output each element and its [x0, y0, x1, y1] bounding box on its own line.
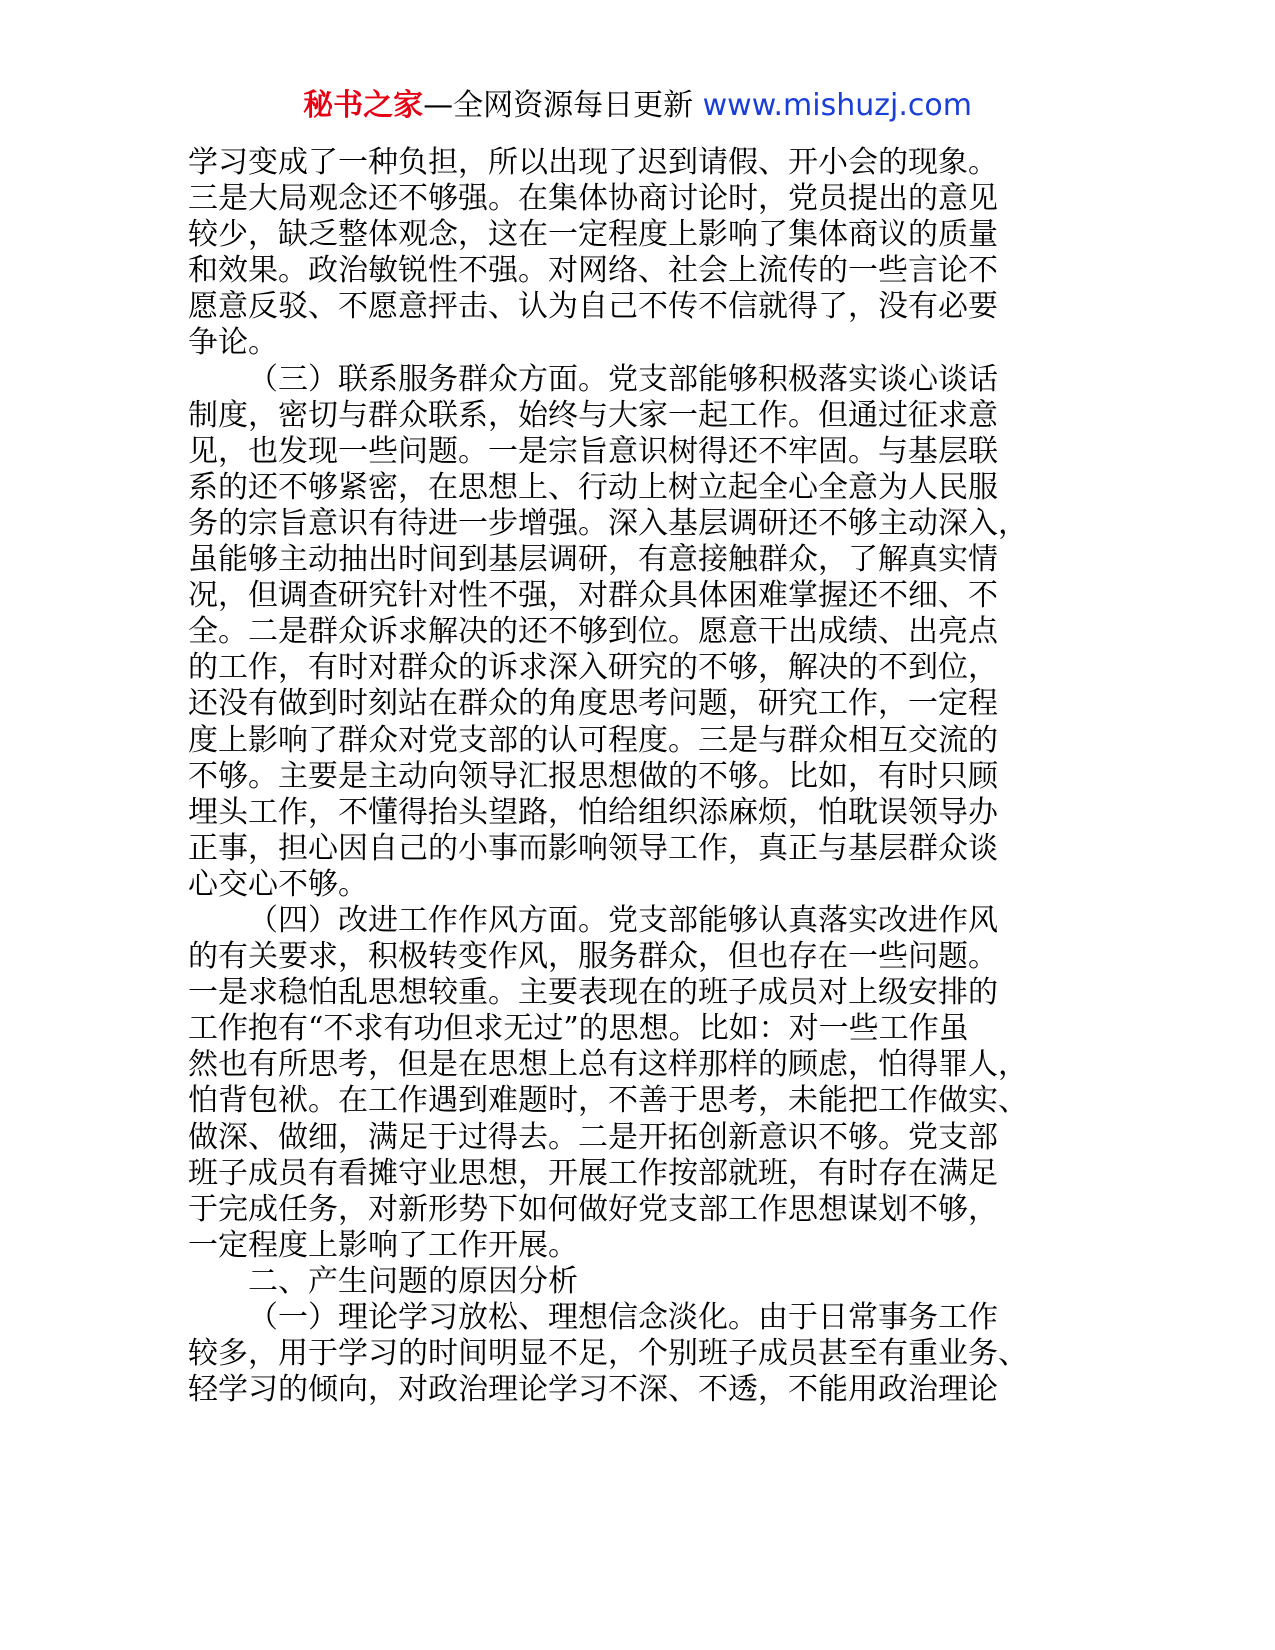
text-line: 的工作，有时对群众的诉求深入研究的不够，解决的不到位，	[188, 650, 998, 686]
text-line: 班子成员有看摊守业思想，开展工作按部就班，有时存在满足	[188, 1155, 998, 1191]
text-line: 的有关要求，积极转变作风，服务群众，但也存在一些问题。	[188, 939, 998, 975]
text-line: 三是大局观念还不够强。在集体协商讨论时，党员提出的意见	[188, 181, 998, 217]
text-line: 愿意反驳、不愿意抨击、认为自己不传不信就得了，没有必要	[188, 289, 998, 325]
text-line: 全。二是群众诉求解决的还不够到位。愿意干出成绩、出亮点	[188, 614, 998, 650]
text-line: 较少，缺乏整体观念，这在一定程度上影响了集体商议的质量	[188, 217, 998, 253]
text-line: 虽能够主动抽出时间到基层调研，有意接触群众，了解真实情	[188, 542, 998, 578]
page-header	[0, 86, 1275, 126]
text-line: 度上影响了群众对党支部的认可程度。三是与群众相互交流的	[188, 722, 998, 758]
text-line: 然也有所思考，但是在思想上总有这样那样的顾虑，怕得罪人，	[188, 1047, 1028, 1083]
text-line: 一定程度上影响了工作开展。	[188, 1227, 578, 1263]
text-line: （一）理论学习放松、理想信念淡化。由于日常事务工作	[248, 1300, 998, 1335]
text-line: 学习变成了一种负担，所以出现了迟到请假、开小会的现象。	[188, 145, 998, 180]
text-line: 还没有做到时刻站在群众的角度思考问题，研究工作，一定程	[188, 686, 998, 722]
text-line: 制度，密切与群众联系，始终与大家一起工作。但通过征求意	[188, 397, 998, 433]
text-line: 心交心不够。	[188, 866, 368, 902]
text-line: 见，也发现一些问题。一是宗旨意识树得还不牢固。与基层联	[188, 433, 998, 469]
website-link[interactable]: www.mishuzj.com	[702, 88, 972, 123]
text-line: 正事，担心因自己的小事而影响领导工作，真正与基层群众谈	[188, 830, 998, 866]
document-body	[188, 145, 1088, 1408]
text-line: 工作抱有“不求有功但求无过”的思想。比如：对一些工作虽	[188, 1011, 969, 1047]
text-line: 轻学习的倾向，对政治理论学习不深、不透，不能用政治理论	[188, 1372, 998, 1408]
text-line: 做深、做细，满足于过得去。二是开拓创新意识不够。党支部	[188, 1119, 998, 1155]
text-line: （四）改进工作作风方面。党支部能够认真落实改进作风	[248, 902, 998, 938]
text-line: 争论。	[188, 325, 278, 361]
brand-name: 秘书之家	[303, 88, 424, 123]
text-line: 二、产生问题的原因分析	[248, 1263, 578, 1299]
text-line: 埋头工作，不懂得抬头望路，怕给组织添麻烦，怕耽误领导办	[188, 794, 998, 830]
text-line: 不够。主要是主动向领导汇报思想做的不够。比如，有时只顾	[188, 758, 998, 794]
text-line: 和效果。政治敏锐性不强。对网络、社会上流传的一些言论不	[188, 253, 998, 289]
text-line: 务的宗旨意识有待进一步增强。深入基层调研还不够主动深入，	[188, 505, 1028, 541]
text-line: 系的还不够紧密，在思想上、行动上树立起全心全意为人民服	[188, 469, 998, 505]
header-tagline: —全网资源每日更新	[423, 88, 694, 123]
text-line: 较多，用于学习的时间明显不足，个别班子成员甚至有重业务、	[188, 1336, 1028, 1372]
text-line: 怕背包袱。在工作遇到难题时，不善于思考，未能把工作做实、	[188, 1083, 1028, 1119]
text-line: （三）联系服务群众方面。党支部能够积极落实谈心谈话	[248, 361, 998, 397]
text-line: 况，但调查研究针对性不强，对群众具体困难掌握还不细、不	[188, 578, 998, 614]
text-line: 一是求稳怕乱思想较重。主要表现在的班子成员对上级安排的	[188, 975, 998, 1011]
text-line: 于完成任务，对新形势下如何做好党支部工作思想谋划不够，	[188, 1191, 998, 1227]
